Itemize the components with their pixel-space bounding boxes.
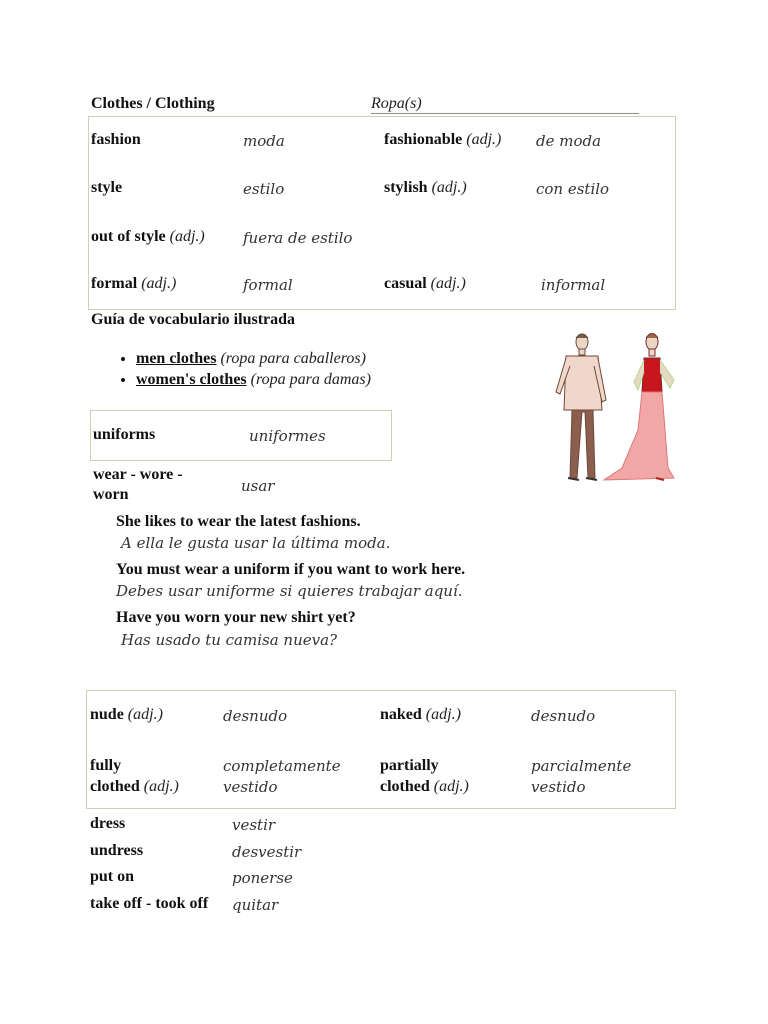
vocab-word: naked (adj.) [380, 706, 461, 723]
example-translation: Debes usar uniforme si quieres trabajar aquí. [116, 582, 463, 600]
header-underline [371, 113, 639, 114]
vocab-translation: formal [243, 276, 293, 294]
vocab-word: casual (adj.) [384, 275, 466, 292]
vocab-word: fashion [91, 131, 141, 148]
vocab-word: style [91, 179, 123, 196]
vocab-word: formal (adj.) [91, 275, 177, 292]
vocab-translation: de moda [536, 132, 602, 150]
vocab-word: stylish (adj.) [384, 179, 467, 196]
vocab-translation: moda [243, 132, 285, 150]
vocab-translation: desnudo [531, 707, 596, 725]
verb-word: undress [90, 842, 144, 859]
vocab-word: partially clothed (adj.) [380, 757, 469, 795]
vocab-translation: estilo [243, 180, 285, 198]
vocab-word: fashionable (adj.) [384, 131, 502, 148]
verb-translation: desvestir [232, 843, 302, 861]
list-item: • men clothes (ropa para caballeros) [136, 350, 371, 368]
woman-figure [604, 334, 674, 481]
vocab-translation: desnudo [223, 707, 288, 725]
vocab-word: out of style (adj.) [91, 228, 205, 245]
example-sentence: She likes to wear the latest fashions. [116, 513, 361, 530]
verb-word: take off - took off [90, 895, 209, 912]
verb-word: dress [90, 815, 126, 832]
verb-translation: vestir [232, 816, 276, 834]
man-figure [556, 334, 606, 480]
vocab-word: nude (adj.) [90, 706, 163, 723]
vocab-translation: informal [541, 276, 606, 294]
vocab-word: wear - wore - worn [93, 466, 183, 503]
vocab-translation: parcialmente vestido [531, 757, 632, 796]
section-title: Clothes / Clothing [91, 95, 215, 112]
guide-title: Guía de vocabulario ilustrada [91, 311, 296, 328]
verb-translation: ponerse [232, 869, 293, 887]
verb-translation: quitar [232, 896, 279, 914]
vocab-word: fully clothed (adj.) [90, 757, 179, 795]
vocab-translation: uniformes [249, 427, 326, 445]
vocab-translation: fuera de estilo [243, 229, 353, 247]
vocab-translation: completamente vestido [223, 757, 341, 796]
vocab-word: uniforms [93, 426, 156, 443]
verb-word: put on [90, 868, 135, 885]
fashion-illustration [552, 330, 682, 485]
example-translation: Has usado tu camisa nueva? [121, 631, 338, 649]
example-sentence: You must wear a uniform if you want to work here. [116, 561, 466, 578]
example-translation: A ella le gusta usar la última moda. [121, 534, 391, 552]
vocab-translation: usar [241, 477, 275, 495]
guide-list [114, 350, 371, 392]
example-sentence: Have you worn your new shirt yet? [116, 609, 356, 626]
vocab-translation: con estilo [536, 180, 610, 198]
list-item: • women's clothes (ropa para damas) [136, 371, 371, 389]
section-title-translation: Ropa(s) [371, 95, 422, 112]
